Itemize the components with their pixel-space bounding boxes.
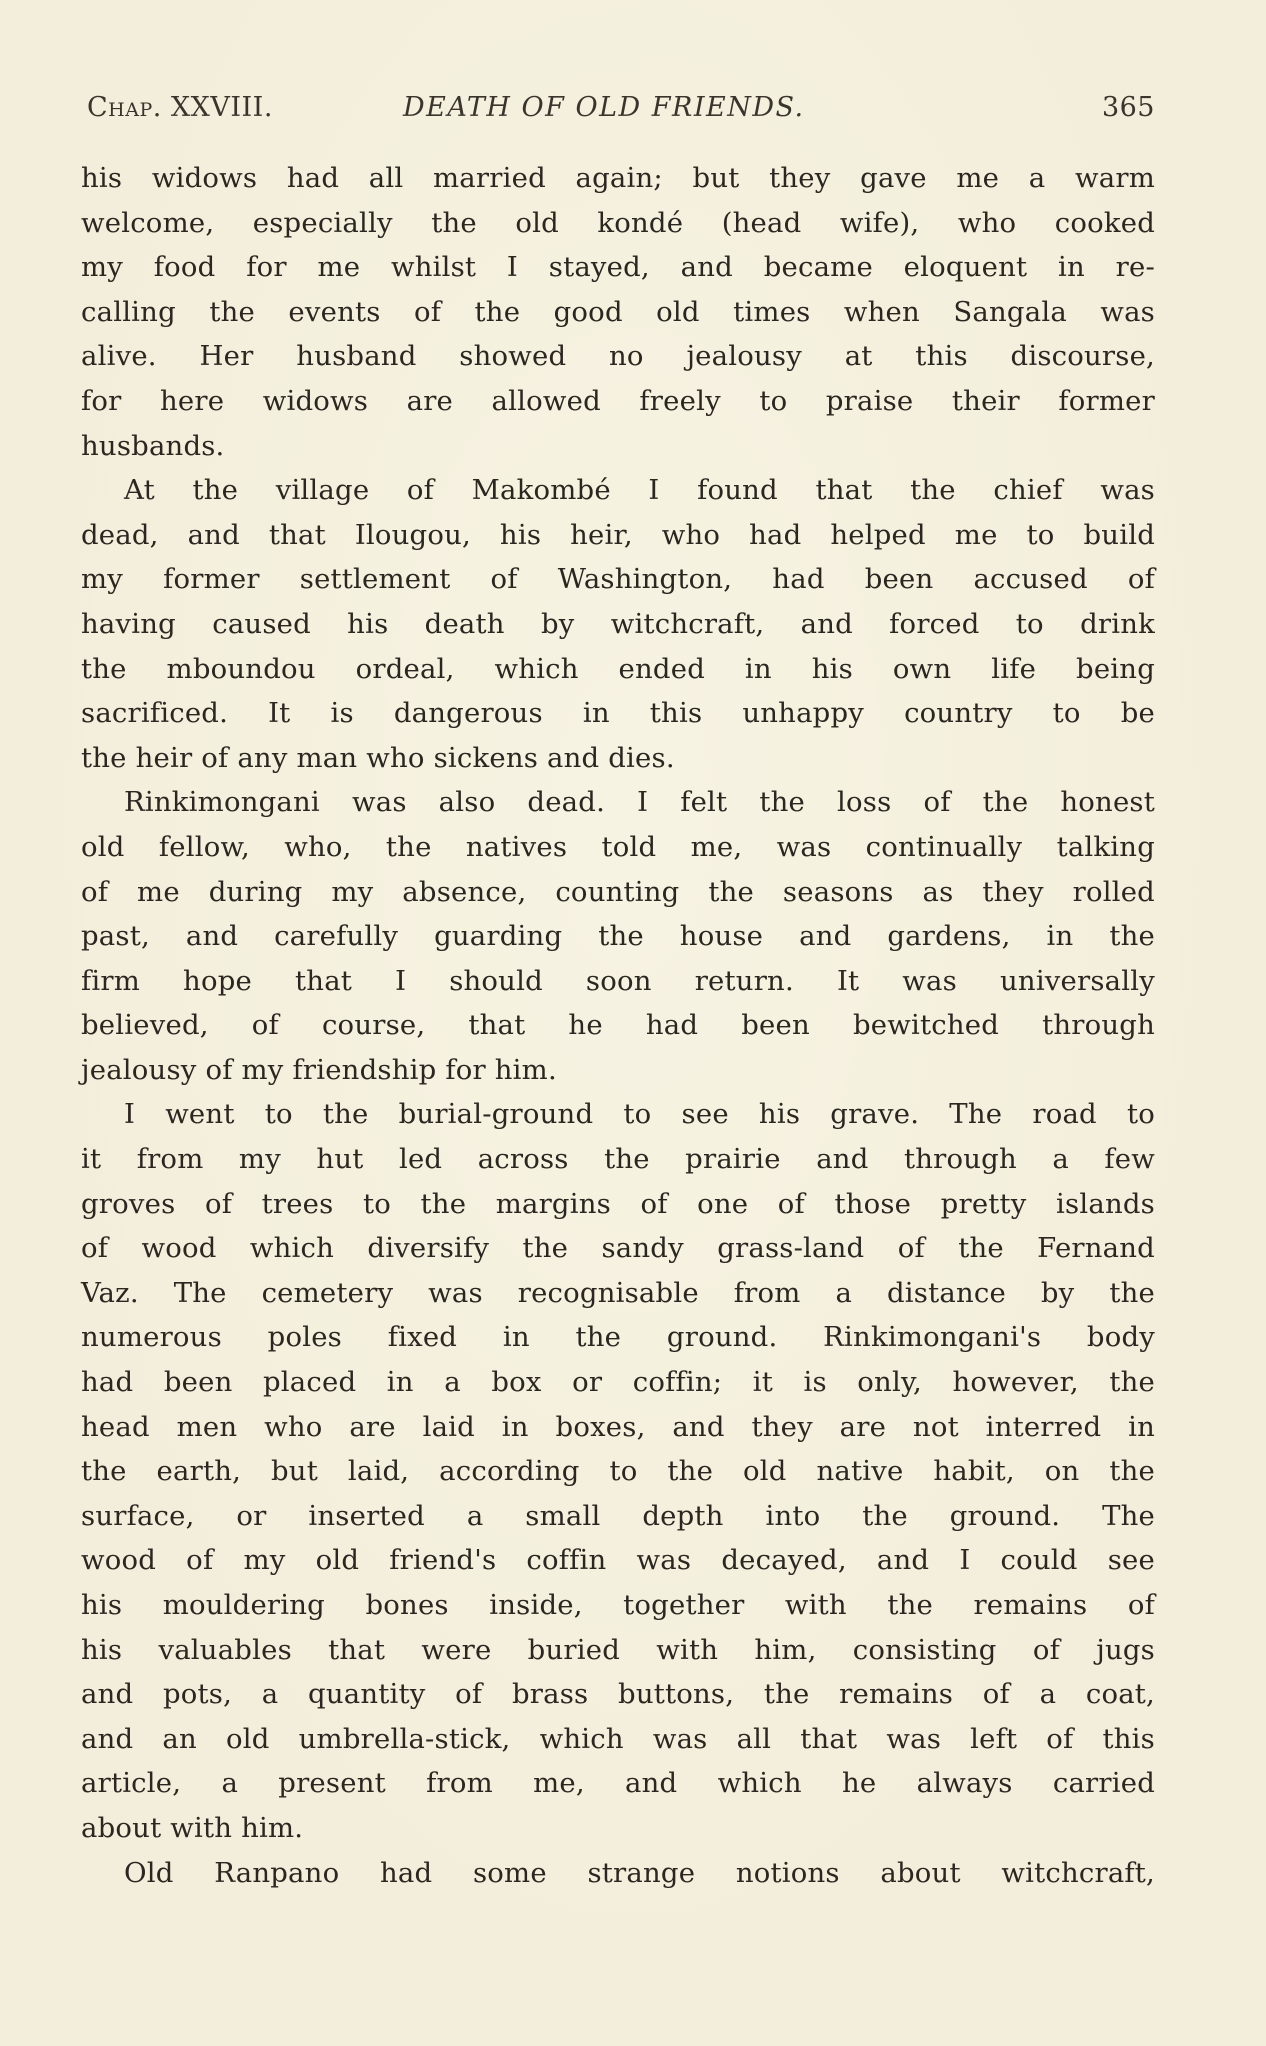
text-line: old fellow, who, the natives told me, was continually talking bbox=[81, 830, 1155, 863]
text-line: calling the events of the good old times when Sangala was bbox=[81, 295, 1155, 328]
text-line: it from my hut led across the prairie and through a few bbox=[81, 1143, 1155, 1176]
text-line: sacrificed. It is dangerous in this unhappy country to be bbox=[81, 697, 1155, 730]
text-line: my food for me whilst I stayed, and became eloquent in re- bbox=[81, 251, 1155, 284]
text-line: past, and carefully guarding the house and gardens, in the bbox=[81, 920, 1155, 953]
paragraph bbox=[81, 468, 1155, 780]
text-line: At the village of Makombé I found that the chief was bbox=[124, 474, 1155, 507]
text-line: head men who are laid in boxes, and they are not interred in bbox=[81, 1410, 1155, 1443]
text-line: dead, and that Ilougou, his heir, who had helped me to build bbox=[81, 518, 1155, 551]
text-line: believed, of course, that he had been bewitched through bbox=[81, 1009, 1155, 1042]
text-line: had been placed in a box or coffin; it is only, however, the bbox=[81, 1366, 1155, 1399]
text-line: wood of my old friend's coffin was decayed, and I could see bbox=[81, 1544, 1155, 1577]
text-line: jealousy of my friendship for him. bbox=[81, 1053, 557, 1086]
body-text bbox=[81, 156, 1155, 1895]
text-line: his valuables that were buried with him, consisting of jugs bbox=[81, 1633, 1155, 1666]
text-line: firm hope that I should soon return. It was universally bbox=[81, 964, 1155, 997]
text-line: and an old umbrella-stick, which was all that was left of this bbox=[81, 1722, 1155, 1755]
text-line: my former settlement of Washington, had been accused of bbox=[81, 563, 1155, 596]
running-title: DEATH OF OLD FRIENDS. bbox=[403, 92, 805, 123]
text-line: and pots, a quantity of brass buttons, the remains of a coat, bbox=[81, 1678, 1155, 1711]
running-head bbox=[87, 92, 1155, 136]
text-line: about with him. bbox=[81, 1811, 304, 1844]
text-line: having caused his death by witchcraft, and forced to drink bbox=[81, 607, 1155, 640]
text-line: the earth, but laid, according to the old native habit, on the bbox=[81, 1455, 1155, 1488]
text-line: welcome, especially the old kondé (head wife), who cooked bbox=[81, 206, 1155, 239]
text-line: of wood which diversify the sandy grass-land of the Fernand bbox=[81, 1232, 1155, 1265]
paragraph bbox=[81, 1851, 1155, 1896]
chapter-label: Chap. XXVIII. bbox=[87, 92, 273, 123]
text-line: husbands. bbox=[81, 429, 225, 462]
text-line: his mouldering bones inside, together with the remains of bbox=[81, 1589, 1155, 1621]
text-line: alive. Her husband showed no jealousy at this discourse, bbox=[81, 340, 1155, 373]
text-line: for here widows are allowed freely to praise their former bbox=[81, 384, 1155, 417]
text-line: of me during my absence, counting the seasons as they rolled bbox=[81, 875, 1155, 908]
text-line: Old Ranpano had some strange notions about witchcraft, bbox=[124, 1856, 1155, 1889]
text-line: article, a present from me, and which he always carried bbox=[81, 1767, 1155, 1800]
paragraph bbox=[81, 1092, 1155, 1850]
text-line: the heir of any man who sickens and dies. bbox=[81, 741, 675, 774]
text-line: his widows had all married again; but they gave me a warm bbox=[81, 162, 1155, 194]
text-line: surface, or inserted a small depth into the ground. The bbox=[81, 1499, 1155, 1532]
page-number: 365 bbox=[1101, 92, 1155, 123]
paragraph bbox=[81, 780, 1155, 1092]
text-line: I went to the burial-ground to see his grave. The road to bbox=[124, 1098, 1155, 1131]
text-line: numerous poles fixed in the ground. Rinkimongani's body bbox=[81, 1321, 1155, 1354]
text-line: Vaz. The cemetery was recognisable from a distance by the bbox=[81, 1276, 1155, 1309]
paragraph bbox=[81, 156, 1155, 468]
text-line: groves of trees to the margins of one of those pretty islands bbox=[81, 1187, 1155, 1220]
text-line: Rinkimongani was also dead. I felt the loss of the honest bbox=[124, 786, 1155, 819]
text-line: the mboundou ordeal, which ended in his own life being bbox=[81, 652, 1155, 685]
